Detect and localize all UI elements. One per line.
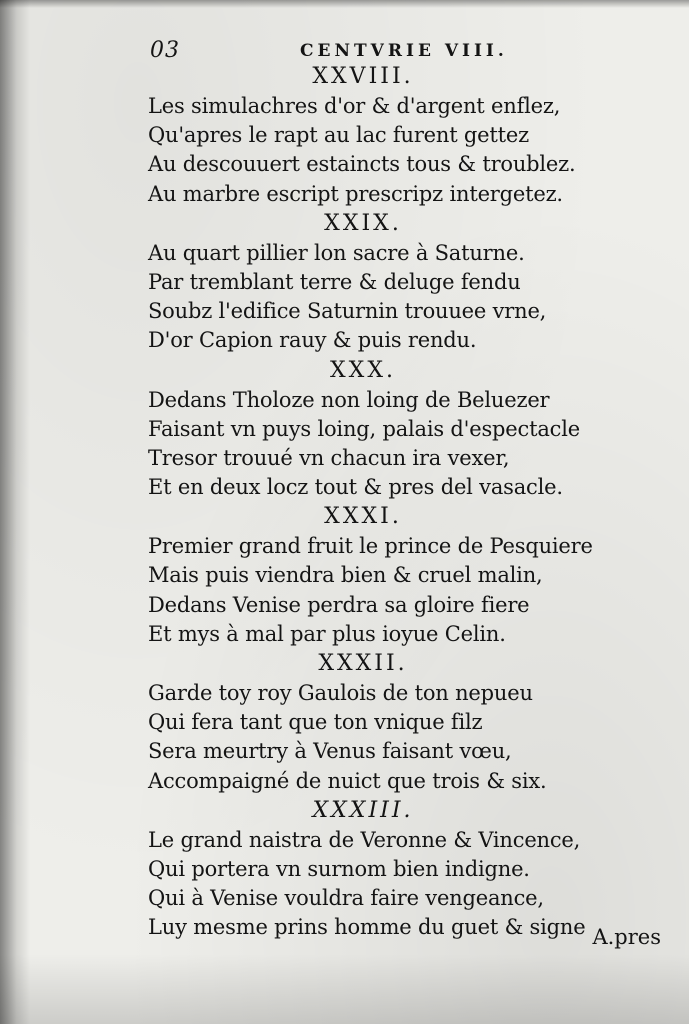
stanza-numeral: XXXII. — [318, 651, 408, 676]
verse-line: Soubz l'edifice Saturnin trouuee vrne, — [148, 299, 547, 324]
verse-line: Qui à Venise vouldra faire vengeance, — [148, 886, 544, 911]
verse-line: Qui fera tant que ton vnique filz — [148, 710, 483, 735]
verse-line: Sera meurtry à Venus faisant vœu, — [148, 739, 512, 764]
verse-line: Et en deux locz tout & pres del vasacle. — [148, 475, 563, 500]
verse-line: Accompaigné de nuict que trois & six. — [148, 768, 547, 793]
stanza-numeral: XXXIII. — [312, 797, 414, 823]
stanza — [148, 62, 668, 209]
verse-line: Mais puis viendra bien & cruel malin, — [148, 563, 543, 588]
verse-text — [148, 62, 668, 943]
stanza — [148, 649, 668, 796]
stanza-numeral: XXIX. — [324, 210, 402, 236]
verse-line: Tresor trouué vn chacun ira vexer, — [148, 445, 510, 470]
stanza — [148, 209, 668, 356]
verse-line: Les simulachres d'or & d'argent enflez, — [148, 94, 561, 118]
verse-line: Au descouuert estaincts tous & troublez. — [148, 152, 576, 177]
verse-line: Dedans Venise perdra sa gloire fiere — [148, 592, 530, 617]
page-top-edge — [0, 0, 689, 8]
gutter-shadow — [0, 0, 30, 1024]
verse-line: Qui portera vn surnom bien indigne. — [148, 856, 530, 881]
verse-line: Au quart pillier lon sacre à Saturne. — [148, 240, 525, 265]
verse-line: Dedans Tholoze non loing de Beluezer — [148, 387, 550, 412]
verse-line: D'or Capion rauy & puis rendu. — [148, 328, 477, 353]
stanza — [148, 502, 668, 649]
verse-line: Qu'apres le rapt au lac furent gettez — [148, 123, 529, 148]
stanza — [148, 796, 668, 943]
stanza — [148, 356, 668, 503]
verse-line: Premier grand fruit le prince de Pesquiere — [148, 534, 593, 559]
verse-line: Faisant vn puys loing, palais d'espectacle — [148, 416, 580, 441]
verse-line: Le grand naistra de Veronne & Vincence, — [148, 827, 581, 852]
verse-line: Et mys à mal par plus ioyue Celin. — [148, 621, 506, 646]
page-bottom-shadow — [0, 954, 689, 1024]
verse-line: Luy mesme prins homme du guet & signe — [148, 915, 586, 940]
verse-line: Au marbre escript prescripz intergetez. — [148, 181, 563, 206]
stanza-numeral: XXXI. — [324, 504, 402, 530]
stanza-numeral: XXX. — [330, 357, 396, 383]
verse-line: Garde toy roy Gaulois de ton nepueu — [148, 681, 533, 705]
stanza-numeral: XXVIII. — [312, 64, 414, 89]
running-head: CENTVRIE VIII. — [300, 41, 508, 61]
catchword: A.pres — [592, 925, 661, 949]
verse-line: Par tremblant terre & deluge fendu — [148, 269, 521, 294]
page-number: 03 — [150, 38, 180, 63]
